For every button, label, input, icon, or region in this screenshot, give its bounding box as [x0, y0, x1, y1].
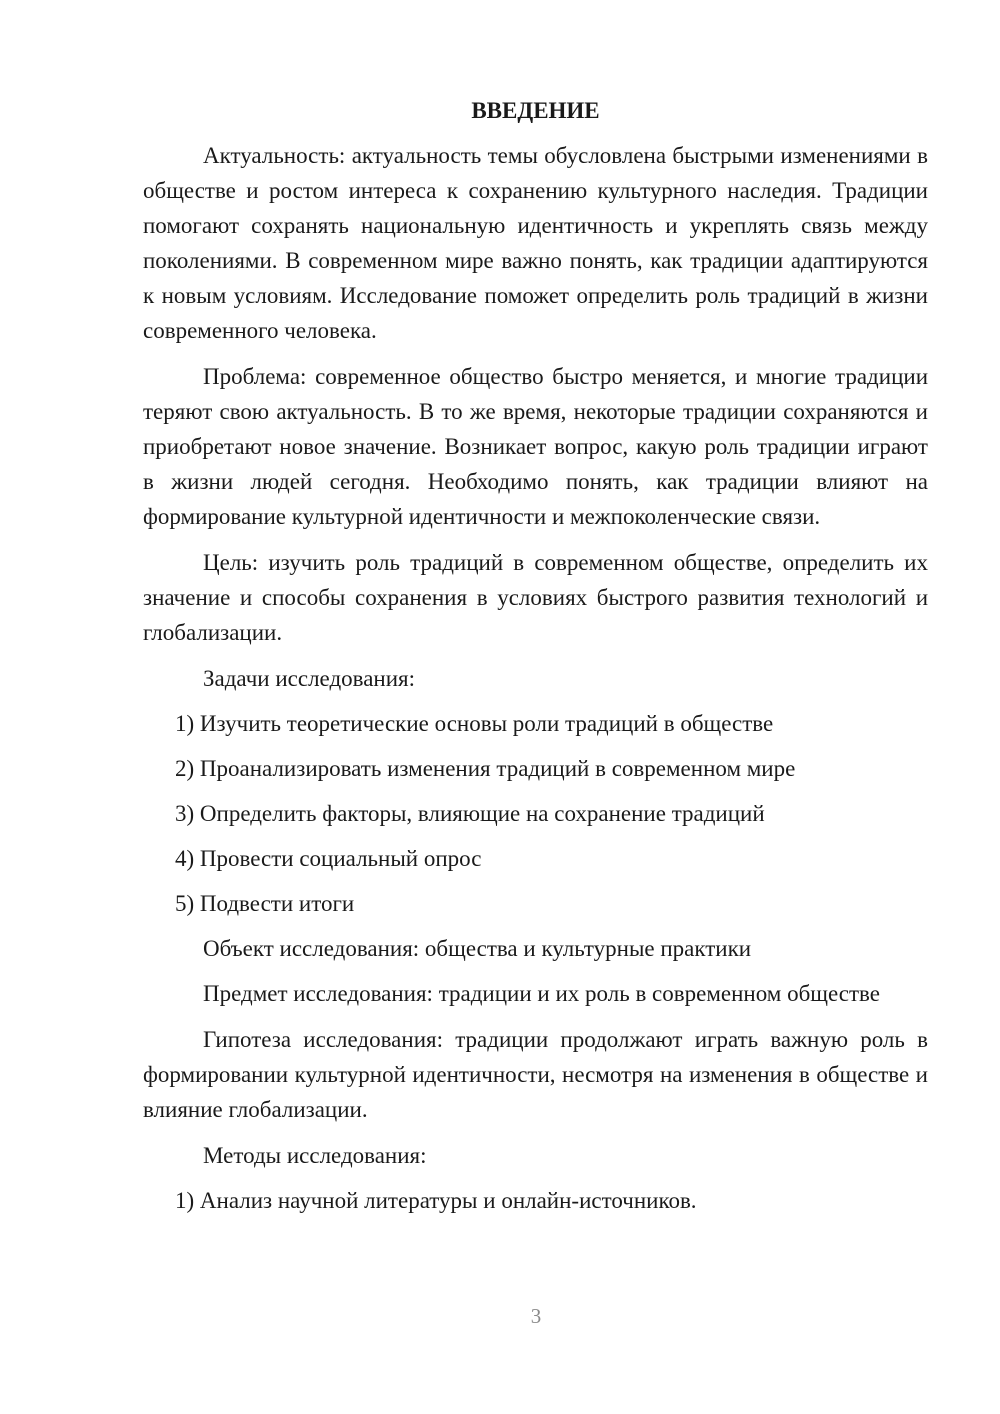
research-hypothesis: Гипотеза исследования: традиции продолжают играть важную роль в формировании культурной идентичности, несмотря на изменения в обществе и влияние глобализации. [143, 1027, 928, 1122]
task-item: 5) Подвести итоги [175, 891, 355, 916]
research-subject: Предмет исследования: традиции и их роль в современном обществе [203, 981, 880, 1006]
tasks-heading: Задачи исследования: [203, 666, 416, 691]
document-body [143, 93, 928, 1228]
paragraph-relevance: Актуальность: актуальность темы обусловлена быстрыми изменениями в обществе и ростом интереса к сохранению культурного наследия. Традиции помогают сохранять национальную идентичность и укреплять связь между поколениями. В современном мире важно понять, как традиции адаптируются к новым условиям. Исследование поможет определить роль традиций в жизни современного человека. [143, 143, 928, 343]
paragraph-problem: Проблема: современное общество быстро меняется, и многие традиции теряют свою актуальность. В то же время, некоторые традиции сохраняются и приобретают новое значение. Возникает вопрос, какую роль традиции играют в жизни людей сегодня. Необходимо понять, как традиции влияют на формирование культурной идентичности и межпоколенческие связи. [143, 364, 928, 529]
task-item: 2) Проанализировать изменения традиций в современном мире [175, 756, 796, 781]
methods-heading: Методы исследования: [203, 1143, 427, 1168]
section-title: ВВЕДЕНИЕ [471, 98, 600, 123]
method-item: 1) Анализ научной литературы и онлайн-источников. [175, 1188, 697, 1213]
task-item: 4) Провести социальный опрос [175, 846, 482, 871]
task-item: 3) Определить факторы, влияющие на сохранение традиций [175, 801, 765, 826]
research-object: Объект исследования: общества и культурные практики [203, 936, 752, 961]
page-number: 3 [530, 1304, 542, 1328]
task-item: 1) Изучить теоретические основы роли традиций в обществе [175, 711, 774, 736]
paragraph-goal: Цель: изучить роль традиций в современном обществе, определить их значение и способы сохранения в условиях быстрого развития технологий и глобализации. [143, 550, 928, 645]
